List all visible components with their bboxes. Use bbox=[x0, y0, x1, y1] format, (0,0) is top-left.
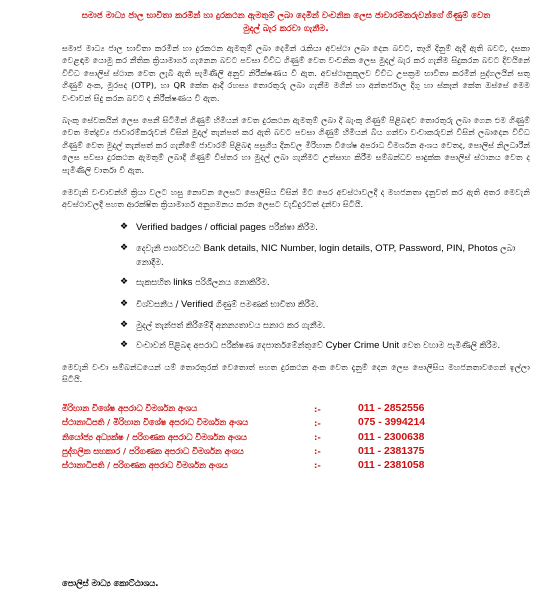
contact-row bbox=[62, 458, 530, 472]
contact-separator: :- bbox=[314, 403, 321, 414]
contact-separator: :- bbox=[314, 446, 321, 457]
contact-row bbox=[62, 416, 530, 430]
contact-department: පුද්ගලික සහකාර / පරිගණක අපරාධ විමර්ශන අංශය bbox=[62, 445, 244, 456]
contact-row bbox=[62, 402, 530, 416]
bullet-icon: ❖ bbox=[120, 277, 129, 288]
contact-phone-number: 011 - 2852556 bbox=[358, 403, 425, 415]
list-item: ❖ මුදල් තැන්පත් කිරීමේදී අනන්‍යතාවය සනාථ කර ගැනීම. bbox=[120, 319, 326, 330]
contact-separator: :- bbox=[314, 432, 321, 442]
bullet-icon: ❖ bbox=[120, 298, 129, 309]
contact-list bbox=[62, 402, 530, 473]
list-item: ❖ Verified badges / official pages පරීක්ෂා කිරීම. bbox=[120, 221, 318, 233]
contact-separator: :- bbox=[314, 417, 321, 428]
contact-department: ස්ථානාධිපති / පරිගණක අපරාධ විමර්ශන අංශය bbox=[62, 459, 228, 470]
closing-paragraph: මෙවැනි වංචා සම්බන්ධයෙන් යම් තොරතුරක් වෙතොත් පහත දුරකථන අංක වෙත දැනුම් දෙන ලෙස පොලිසිය මහජනතාවගෙන් ඉල්ලා සිටියි. bbox=[62, 361, 530, 385]
list-item: ❖ සැකසහිත links පරිශීලනය නොකිරීම. bbox=[120, 277, 270, 289]
footer-signature: පොලිස් මාධ්‍ය කොට්ඨාශය. bbox=[62, 578, 159, 588]
list-item: ❖ විශ්වසනීය / Verified ගිණුම් පමණක් භාවිතා කිරීම. bbox=[120, 298, 319, 310]
bullet-icon: ❖ bbox=[120, 243, 129, 254]
bullet-icon: ❖ bbox=[120, 340, 129, 351]
contact-row bbox=[62, 444, 530, 458]
contact-separator: :- bbox=[314, 460, 321, 471]
contact-phone-number: 011 - 2381058 bbox=[358, 459, 425, 471]
paragraph-1: සමාජ මාධ්‍ය ජාල භාවිතා කරමින් හා දුරකථන ඇමතුම් ලබා දෙමින් රැකියා අවස්ථා ලබා දෙන බවට, තෑගි දිනුම් ඇදී ඇති බවට, දසකා වෙළඳාම යොමු කර නීතික ක්‍රියාමාර්ග ගැනෙන බවට පවසා විවිධ ගිණුම් වෙත වංචනික ලෙස මුදල් බැර කර ගැනීම සිදුකරන බවට දිවයිනේ විවිධ පොලිස් ස්ථාන වෙත ලැබී ඇති පැමිණිලි අනුව නිරීක්ෂණය වී ඇත. අවස්ථානුකූලව විවිධ උපක්‍රම භාවිතා කරමින් පුද්ගලයින් සතු ගිණුම් අංක, මුරපද (OTP), හා QR කේත ආදී රහස්‍ය තොරතුරු ලබා ගැනීම මගින් හා අන්තර්ජාල දිගු හා ස්කෑන් කේත ඔස්සේ මෙම වංචාවන් සිදු කරන බවට ද නිරීක්ෂණය වී ඇත. bbox=[62, 43, 530, 103]
contact-phone-number: 011 - 2381375 bbox=[358, 445, 425, 457]
paragraph-2: බැංකු සේවකයින් ලෙස පෙනී සිටිමින් ගිණුම් හිමියන් වෙත දුරකථන ඇමතුම් ලබා දී බැංකු ගිණුම් පිළිබඳව තොරතුරු ලබා ගෙන එම ගිණුම් වෙත මත්ද්‍රව්‍ය ජාවාරම්කරුවන් විසින් මුදල් තැන්පත් කර ඇති බවට පවසා ගිණුම් හිමියන් බිය ගන්වා වංචාකරුවන් විසින් ලබාදෙන විවිධ ගිණුම් වෙත මුදල් තැන්පත් කර ගැනීමේ ජාවාරම් පිළිබඳ පසුගිය දිනවල මිරිහාන විශේෂ අපරාධ විමර්ශන අංශය වෙතද, පොලිස් නිලධාරීන් ලෙස පවසා දුරකථන ඇමතුම් ලබාදී ගිණුම් විස්තර හා මුදල් ලබා ගැනීමට උත්සාහ කිරීම සම්බන්ධව පාදුක්ක පොලිස් ස්ථානය වෙත ද පැමිණිලි වාර්තා වී ඇත. bbox=[62, 115, 530, 175]
document-title: සමාජ මාධ්‍ය ජාල භාවිතා කරමින් හා දුරකථන ඇමතුම් ලබා දෙමින් වංචනික ලෙස ජාවාරම්කරුවන්ගේ ගිණුම් වෙත මුදල් බැර කරවා ගැනීම. bbox=[81, 11, 491, 34]
list-item: ❖ දෙවැනි පාර්ශවයට Bank details, NIC Number, login details, OTP, Password, PIN, Photos ලබා නොදීම. bbox=[120, 243, 516, 267]
contact-department: මිරිහාන විශේෂ අපරාධ විමර්ශන අංශය bbox=[62, 403, 198, 414]
paragraph-3: මෙවැනි වංචාවන්හි ක්‍රියා වලට හසු නොවන ලෙසට පොලිසිය විසින් මීට පෙර අවස්ථාවලදී ද මහජනතා දැනුවත් කර ඇති අතර මෙවැනි අවස්ථාවලදී පහත ආරක්ෂිත ක්‍රියාමාර්ග අනුගමනය කරන ලෙසට වැඩිදුරටත් දන්වා සිටියි. bbox=[62, 187, 530, 210]
contact-phone-number: 075 - 3994214 bbox=[358, 417, 426, 429]
contact-row bbox=[62, 430, 530, 444]
safety-measures-list bbox=[62, 221, 530, 353]
contact-department: නියෝජ්‍ය අධ්‍යක්ෂ / පරිගණක අපරාධ විමර්ශන අංශය bbox=[62, 431, 247, 442]
bullet-icon: ❖ bbox=[120, 319, 129, 330]
list-item: ❖ වංචාවන් පිළිබඳ අපරාධ පරීක්ෂණ දෙපාර්තමේන්තුවේ Cyber Crime Unit වෙත වහාම පැමිණිලි කිරීම. bbox=[120, 340, 501, 352]
contact-phone-number: 011 - 2300638 bbox=[358, 431, 425, 443]
contact-department: ස්ථානාධිපති / මිරිහාන විශේෂ අපරාධ විමර්ශන අංශය bbox=[62, 417, 249, 428]
bullet-icon: ❖ bbox=[120, 221, 129, 232]
